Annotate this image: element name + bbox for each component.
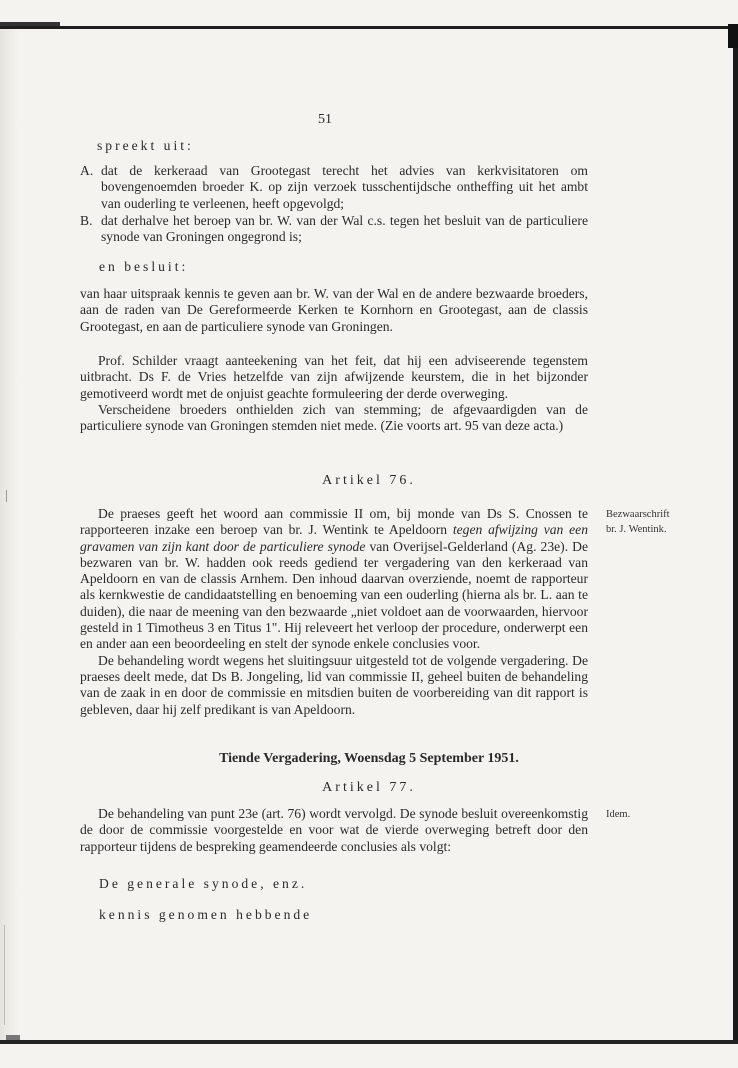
- heading-tiende-vergadering: Tiende Vergadering, Woensdag 5 September 1951.: [219, 751, 519, 766]
- artikel-76-body: De praeses geeft het woord aan commissie II om, bij monde van Ds S. Cnossen te rapporteeren inzake een beroep van br. J. Wentink te Apeldoorn tegen afwijzing van een gravamen van zijn kant door de particuliere synode van Overijsel-Gelderland (Ag. 23e). De bezwaren van br. W. hadden ook reeds gediend ter vergadering van den kerkeraad van Apeldoorn en van de classis Arnhem. Den inhoud daarvan overziende, noemt de rapporteur als kernkwestie de candidaatstelling en benoeming van een ouderling (hierna als br. L. aan te duiden), die naar de meening van den bezwaarde „niet voldoet aan de voorwaarden, hiervoor gesteld in 1 Timotheus 3 en Titus 1". Hij releveert het verloop der procedure, onderwerpt een en ander aan een beoordeeling en stelt der synode enkele conclusies voor. De behandeling wordt wegens het sluitingsuur uitgesteld tot de volgende vergadering. De praeses deelt mede, dat Ds B. Jongeling, lid van commissie II, geheel buiten de behandeling van de zaak in en door de commissie en mitsdien buiten de voorbereiding van dit rapport is gebleven, daar hij zelf predikant is van Apeldoorn.: [80, 506, 588, 717]
- scan-mark: [6, 490, 7, 502]
- page-number: 51: [318, 112, 332, 127]
- scan-mark: [6, 1035, 20, 1040]
- opening-line: spreekt uit:: [97, 138, 194, 153]
- scan-top-edge: [0, 26, 738, 29]
- paragraph-kennis: van haar uitspraak kennis te geven aan br. W. van der Wal en de andere bezwaarde broeders, aan de raden van De Gereformeerde Kerken te Kornhorn en Grootegast, aan de classis Grootegast, en aan de particuliere synode van Groningen.: [80, 286, 588, 334]
- margin-note-bezwaarschrift: Bezwaarschrift br. J. Wentink.: [606, 509, 670, 535]
- artikel-76-paragraph-1: De praeses geeft het woord aan commissie II om, bij monde van Ds S. Cnossen te rapporteeren inzake een beroep van br. J. Wentink te Apeldoorn tegen afwijzing van een gravamen van zijn kant door de particuliere synode van Overijsel-Gelderland (Ag. 23e). De bezwaren van br. W. hadden ook reeds gediend ter vergadering van den kerkeraad van Apeldoorn en van de classis Arnhem. Den inhoud daarvan overziende, noemt de rapporteur als kernkwestie de candidaatstelling en benoeming van een ouderling (hierna als br. L. aan te duiden), die naar de meening van den bezwaarde „niet voldoet aan de voorwaarden, hiervoor gesteld in 1 Timotheus 3 en Titus 1". Hij releveert het verloop der procedure, onderwerpt een en ander aan een beoordeeling en stelt der synode enkele conclusies voor.: [80, 506, 588, 652]
- paragraph-schilder: Prof. Schilder vraagt aanteekening van het feit, dat hij een adviseerende tegenstem uitbracht. Ds F. de Vries hetzelfde van zijn afwijzende keurstem, die in het bijzonder gemotiveerd wordt met de onjuist geachte formuleering der derde overweging. Verscheidene broeders onthielden zich van stemming; de afgevaardigden van de particuliere synode van Groningen stemden niet mede. (Zie voorts art. 95 van deze acta.): [80, 353, 588, 434]
- scan-left-shadow: [0, 29, 18, 1041]
- scan-mark: [4, 925, 5, 1025]
- artikel-77-body: De behandeling van punt 23e (art. 76) wordt vervolgd. De synode besluit overeenkomstig de door de commissie voorgestelde en voor wat de vierde overweging betreft door den rapporteur tijdens de bespreking geamendeerde conclusies als volgt:: [80, 806, 588, 854]
- heading-artikel-77: Artikel 77.: [322, 780, 416, 795]
- generale-synode-line: De generale synode, enz.: [99, 876, 308, 891]
- scan-bottom-edge: [0, 1040, 738, 1044]
- en-besluit-line: en besluit:: [99, 259, 189, 274]
- kennis-genomen-line: kennis genomen hebbende: [99, 907, 313, 922]
- heading-artikel-76: Artikel 76.: [322, 473, 416, 488]
- scan-right-notch: [728, 24, 738, 48]
- scan-right-edge: [733, 24, 738, 1044]
- margin-note-idem: Idem.: [606, 809, 631, 820]
